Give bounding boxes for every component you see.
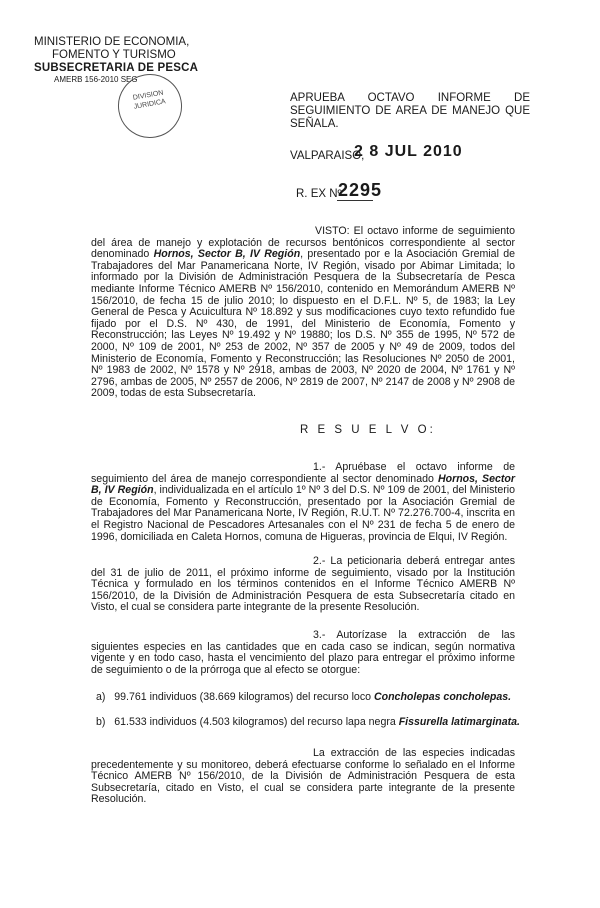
visto-paragraph (91, 226, 515, 400)
ministry-header (34, 36, 198, 85)
final-paragraph (91, 748, 515, 806)
ministry-line-2: FOMENTO Y TURISMO (52, 49, 176, 61)
item-species: Concholepas concholepas. (373, 691, 512, 703)
item-text: 61.533 individuos (4.503 kilogramos) del recurso lapa negra (114, 716, 399, 728)
resuelvo-heading: R E S U E L V O: (300, 424, 436, 436)
stamp-text: DIVISION JURIDICA (132, 89, 167, 111)
ministry-line-1: MINISTERIO DE ECONOMIA, (34, 36, 190, 48)
resolution-point-3 (91, 630, 515, 676)
final-text: La extracción de las especies indicadas precedentemente y su monitoreo, deberá efectuarse conforme lo señalado en el Informe Técnico AMERB Nº 156/2010, de la División de Administración Pesquera de esta Subsecretaría, citado en Visto, el cual se considera parte integrante de la presente Resolución. (91, 747, 515, 806)
item-text: 99.761 individuos (38.669 kilogramos) del recurso loco (114, 691, 374, 703)
rex-number: 2295 (338, 180, 383, 200)
visto-body: , presentado por e la Asociación Gremial de Trabajadores del Mar Panamericana Norte, IV Región, visado por Abimar Limitada; lo informado por la División de Administración Pesquera de la Subsecretaría de Pesca mediante Informe Técnico AMERB Nº 156/2010, contenido en Memorándum AMERB Nº 156/2010, de fecha 15 de julio 2010; lo dispuesto en el D.F.L. Nº 5, de 1983; la Ley General de Pesca y Acuicultura Nº 18.892 y sus modificaciones cuyo texto refundido fue fijado por el D.S. Nº 430, de 1991, del Ministerio de Economía, Fomento y Reconstrucción; las Leyes Nº 19.492 y Nº 19880; los D.S. Nº 355 de 1995, Nº 572 de 2000, Nº 109 de 2001, Nº 253 de 2002, Nº 357 de 2005 y Nº 49 de 2009, todos del Ministerio de Economía, Fomento y Reconstrucción; las Resoluciones Nº 2050 de 2001, Nº 1983 de 2002, Nº 1578 y Nº 2918, ambas de 2003, Nº 2020 de 2004, Nº 1761 y Nº 2796, ambas de 2005, Nº 2557 de 2006, Nº 2819 de 2007, Nº 2147 de 2008 y Nº 2908 de 2009, todas de esta Subsecretaría. (91, 248, 515, 400)
r2-text: 2.- La peticionaria deberá entregar antes del 31 de julio de 2011, el próximo informe de seguimiento, visado por la Institución Técnica y formulado en los términos contenidos en el Informe Técnico AMERB Nº 156/2010, de la División de Administración Pesquera de esta Subsecretaría citado en Visto, el cual se considera parte integrante de la presente Resolución. (91, 555, 515, 614)
r1-body: , individualizada en el artículo 1º Nº 3 del D.S. Nº 109 de 2001, del Ministerio de Economía, Fomento y Reconstrucción, presentado por la Asociación Gremial de Trabajadores del Mar Panamericana Norte, IV Región, R.U.T. Nº 72.276.700-4, inscrita en el Registro Nacional de Pescadores Artesanales con el Nº 231 de fecha 5 de enero de 1996, domiciliada en Caleta Hornos, comuna de Higueras, provincia de Elqui, IV Región. (91, 484, 515, 543)
resolution-point-1 (91, 462, 515, 543)
r1-lead: 1.- Apruébase el octavo informe de seguimiento del área de manejo correspondiente al sector denominado (91, 461, 515, 485)
item-marker: b) (96, 716, 106, 728)
file-reference: AMERB 156-2010 SEG (54, 75, 138, 84)
place-label: VALPARAISO, (290, 150, 365, 162)
item-marker: a) (96, 691, 106, 703)
species-item-b (96, 716, 520, 728)
rex-underline (337, 200, 373, 201)
r3-text: 3.- Autorízase la extracción de las siguientes especies en las cantidades que en cada caso se indican, según normativa vigente y en todo caso, hasta el vencimiento del plazo para entregar el próximo informe de seguimiento o de la prórroga que al efecto se otorgue: (91, 629, 515, 676)
species-item-a (96, 691, 511, 703)
resolution-point-2 (91, 556, 515, 614)
resolution-title: APRUEBA OCTAVO INFORME DE SEGUIMIENTO DE AREA DE MANEJO QUE SEÑALA. (290, 92, 530, 130)
visto-lead: VISTO: El octavo informe de seguimiento del área de manejo y explotación de recursos bentónicos correspondiente al sector denominado (91, 225, 515, 261)
rex-label: R. EX Nº (296, 188, 342, 200)
item-species: Fissurella latimarginata. (398, 716, 520, 728)
subsecretaria-line: SUBSECRETARIA DE PESCA (34, 62, 199, 74)
r1-sector: Hornos, Sector B, IV Región (91, 472, 516, 497)
visto-sector: Hornos, Sector B, IV Región (153, 248, 301, 261)
date-stamp: 2 8 JUL 2010 (354, 143, 463, 160)
